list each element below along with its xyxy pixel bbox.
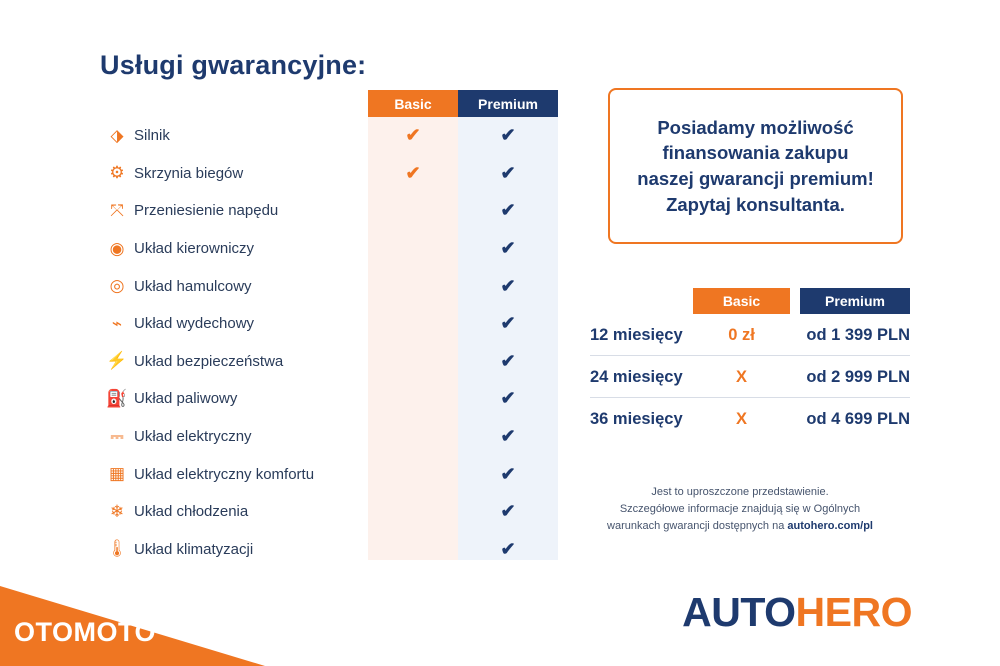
disclaimer: [580, 484, 900, 535]
table-row: [100, 305, 555, 343]
service-label: Układ hamulcowy: [134, 277, 252, 295]
services-table: [100, 90, 555, 568]
fuel-icon: ⛽: [106, 388, 128, 408]
service-label: Układ elektryczny: [134, 428, 252, 446]
service-label: Układ kierowniczy: [134, 240, 255, 258]
page-title: Usługi gwarancyjne:: [100, 50, 367, 80]
service-label: Układ elektryczny komfortu: [134, 465, 315, 483]
price-basic-value: X: [735, 367, 747, 386]
safety-icon: ⚡: [106, 351, 128, 371]
price-term: 36 miesięcy: [590, 409, 683, 428]
service-label: Silnik: [134, 127, 170, 145]
premium-check: ✔: [500, 501, 516, 522]
autohero-logo-hero: HERO: [795, 589, 912, 635]
basic-check: [368, 418, 458, 456]
otomoto-logo: OTOMOTO: [14, 617, 157, 647]
service-label: Układ bezpieczeństwa: [134, 352, 284, 370]
electrical-icon: ⎓: [110, 426, 124, 446]
engine-icon: ⬗: [110, 125, 124, 145]
premium-check: ✔: [500, 350, 516, 371]
disclaimer-line-3-text: warunkach gwarancji dostępnych na: [607, 520, 788, 533]
price-row: [590, 356, 910, 398]
promo-line-1: Posiadamy możliwość: [657, 116, 854, 138]
price-header-basic: Basic: [693, 288, 790, 314]
table-row: [100, 155, 555, 193]
premium-check: ✔: [500, 463, 516, 484]
table-header-basic: Basic: [368, 90, 458, 117]
basic-check: [368, 192, 458, 230]
comfort-electrical-icon: ▦: [108, 464, 126, 484]
promo-line-2: finansowania zakupu: [662, 142, 849, 164]
table-row: [100, 455, 555, 493]
top-divider: [0, 0, 1000, 8]
table-row: [100, 343, 555, 381]
service-label: Układ klimatyzacji: [134, 540, 254, 558]
gearbox-icon: ⚙: [109, 163, 125, 183]
table-header-premium: Premium: [458, 90, 558, 117]
air-conditioning-icon: 🌡: [106, 539, 128, 559]
steering-icon: ◉: [109, 238, 125, 258]
table-row: [100, 493, 555, 531]
premium-check: ✔: [500, 388, 516, 409]
basic-check: [368, 455, 458, 493]
table-row: [100, 117, 555, 155]
footer-bar: [0, 560, 1000, 666]
premium-check: ✔: [500, 538, 516, 559]
premium-check: ✔: [500, 426, 516, 447]
premium-check: ✔: [500, 275, 516, 296]
service-label: Układ wydechowy: [134, 315, 255, 333]
promo-line-3: naszej gwarancji premium!: [637, 168, 874, 189]
service-label: Przeniesienie napędu: [134, 202, 279, 220]
service-label: Układ paliwowy: [134, 390, 238, 408]
exhaust-icon: ⌁: [111, 313, 123, 333]
financing-promo-box: [608, 88, 903, 244]
premium-check: ✔: [500, 238, 516, 259]
table-row: [100, 192, 555, 230]
price-term: 12 miesięcy: [590, 325, 683, 344]
table-row: [100, 418, 555, 456]
table-row: [100, 380, 555, 418]
autohero-logo: [682, 589, 912, 636]
price-basic-value: 0 zł: [728, 325, 755, 344]
price-row: [590, 398, 910, 440]
price-header-premium: Premium: [800, 288, 910, 314]
price-table: [590, 288, 910, 440]
table-row: [100, 267, 555, 305]
basic-check: [368, 343, 458, 381]
service-label: Skrzynia biegów: [134, 164, 244, 182]
basic-check: [368, 267, 458, 305]
price-premium-value: od 4 699 PLN: [806, 409, 910, 428]
brakes-icon: ◎: [109, 276, 125, 296]
price-premium-value: od 2 999 PLN: [806, 367, 910, 386]
price-premium-value: od 1 399 PLN: [806, 325, 910, 344]
table-row: [100, 230, 555, 268]
premium-check: ✔: [500, 125, 516, 146]
premium-check: ✔: [500, 313, 516, 334]
service-label: Układ chłodzenia: [134, 503, 249, 521]
drivetrain-icon: ⤧: [110, 200, 124, 220]
cooling-icon: ❄: [109, 501, 125, 521]
price-table-header: [590, 288, 910, 314]
price-term: 24 miesięcy: [590, 367, 683, 386]
basic-check: [368, 493, 458, 531]
autohero-logo-auto: AUTO: [682, 589, 796, 635]
price-basic-value: X: [735, 409, 747, 428]
disclaimer-link[interactable]: autohero.com/pl: [787, 520, 873, 533]
premium-check: ✔: [500, 200, 516, 221]
premium-check: ✔: [500, 162, 516, 183]
disclaimer-line-1: Jest to uproszczone przedstawienie.: [651, 486, 829, 498]
disclaimer-line-2: Szczegółowe informacje znajdują się w Ogólnych: [619, 503, 861, 516]
services-rows: [100, 90, 555, 568]
basic-check: [368, 380, 458, 418]
price-row: [590, 314, 910, 356]
basic-check: [368, 230, 458, 268]
promo-line-4: Zapytaj konsultanta.: [666, 193, 845, 215]
orange-wedge: [0, 560, 265, 666]
basic-check: ✔: [405, 162, 421, 183]
basic-check: [368, 305, 458, 343]
disclaimer-line-3: [580, 518, 900, 535]
basic-check: ✔: [405, 125, 421, 146]
